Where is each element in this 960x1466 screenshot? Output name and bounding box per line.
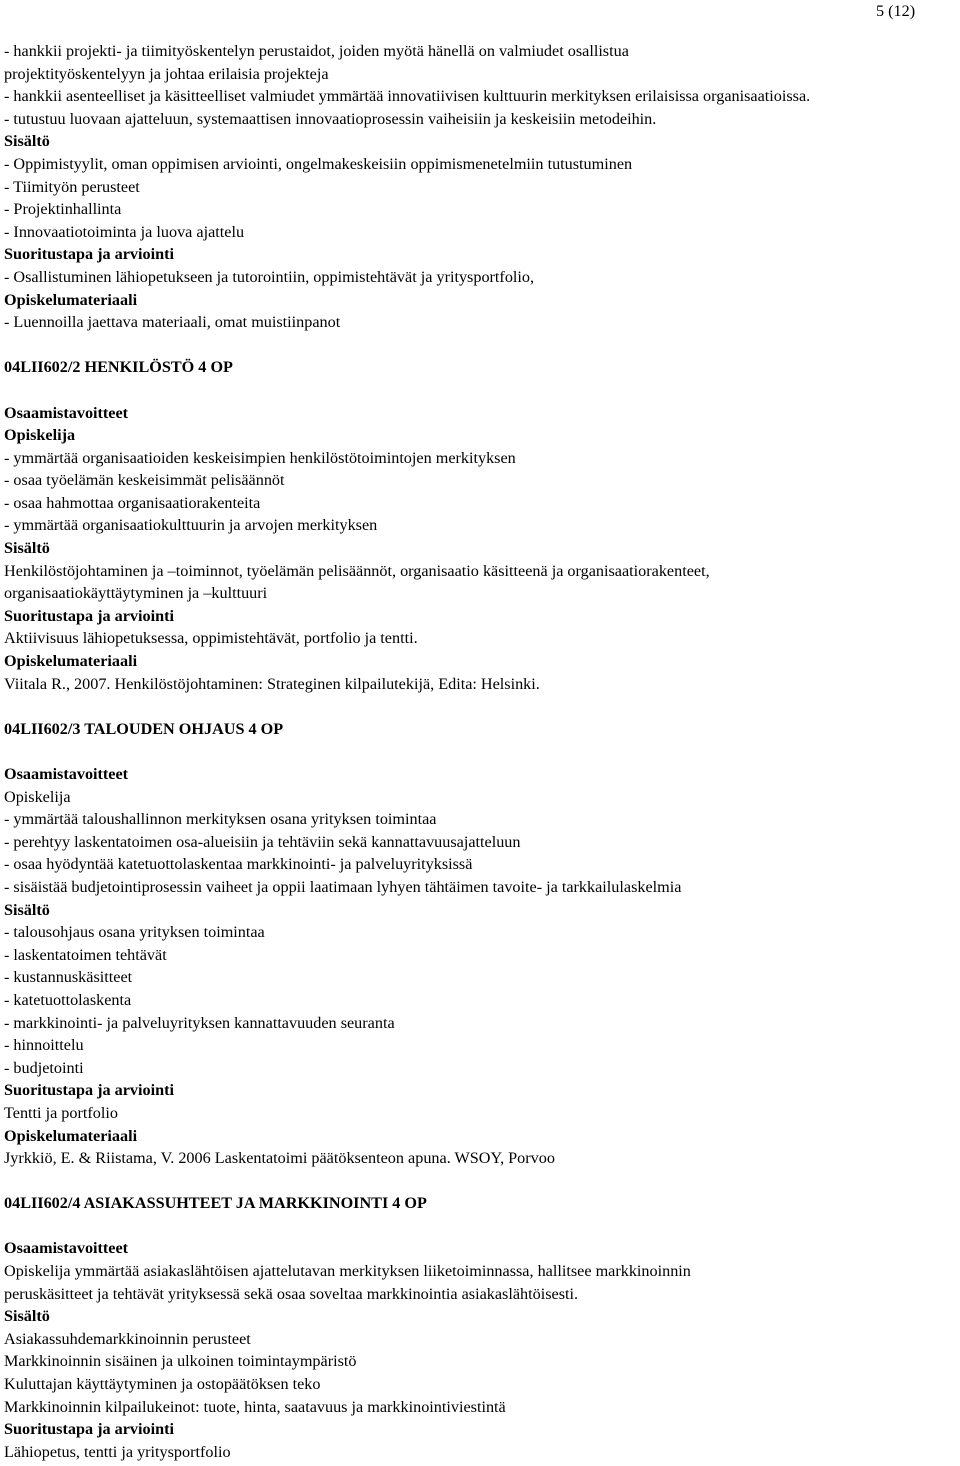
list-item: Asiakassuhdemarkkinoinnin perusteet	[4, 1329, 251, 1348]
list-item: - Tiimityön perusteet	[4, 177, 140, 196]
section-label-sisalto: Sisältö	[4, 1307, 50, 1326]
goal-item: - osaa työelämän keskeisimmät pelisäännöt	[4, 471, 285, 490]
section-label-opiskelija: Opiskelija	[4, 426, 76, 445]
list-item: - budjetointi	[4, 1058, 84, 1077]
section-label-suoritustapa: Suoritustapa ja arviointi	[4, 1420, 174, 1439]
content-line: organisaatiokäyttäytyminen ja –kulttuuri	[4, 584, 268, 603]
list-item: - Projektinhallinta	[4, 200, 122, 219]
section-label-sisalto: Sisältö	[4, 132, 50, 151]
goal-item: - sisäistää budjetointiprosessin vaiheet ja oppii laatimaan lyhyen tähtäimen tavoite- ja tarkkailulaskelmia	[4, 877, 682, 896]
section-label-sisalto: Sisältö	[4, 539, 50, 558]
section-label-suoritustapa: Suoritustapa ja arviointi	[4, 245, 174, 264]
document-body	[4, 40, 948, 1463]
list-item: - hinnoittelu	[4, 1036, 84, 1055]
section-label-osaamistavoitteet: Osaamistavoitteet	[4, 765, 129, 783]
section-label-opiskelumateriaali: Opiskelumateriaali	[4, 290, 138, 309]
section-label-opiskelumateriaali: Opiskelumateriaali	[4, 1126, 138, 1145]
goal-item: - osaa hyödyntää katetuottolaskentaa markkinointi- ja palveluyrityksissä	[4, 855, 473, 874]
list-item: - markkinointi- ja palveluyrityksen kannattavuuden seuranta	[4, 1013, 395, 1032]
list-item: - talousohjaus osana yrityksen toimintaa	[4, 923, 265, 942]
goal-item: - ymmärtää organisaatioiden keskeisimpien henkilöstötoimintojen merkityksen	[4, 448, 516, 467]
suoritustapa-text: - Osallistuminen lähiopetukseen ja tutorointiin, oppimistehtävät ja yritysportfolio,	[4, 267, 535, 286]
opiskelumateriaali-text: Jyrkkiö, E. & Riistama, V. 2006 Laskentatoimi päätöksenteon apuna. WSOY, Porvoo	[4, 1149, 555, 1168]
suoritustapa-text: Lähiopetus, tentti ja yritysportfolio	[4, 1442, 231, 1461]
list-item: - kustannuskäsitteet	[4, 968, 133, 987]
course-henkilosto	[4, 356, 948, 695]
opiskelumateriaali-text: - Luennoilla jaettava materiaali, omat muistiinpanot	[4, 313, 341, 332]
goal-item: - ymmärtää organisaatiokulttuurin ja arvojen merkityksen	[4, 516, 378, 535]
course-title: 04LII602/2 HENKILÖSTÖ 4 OP	[4, 358, 233, 377]
opiskelumateriaali-text: Viitala R., 2007. Henkilöstöjohtaminen: Strateginen kilpailutekijä, Edita: Helsinki.	[4, 674, 540, 693]
list-item: - katetuottolaskenta	[4, 990, 132, 1009]
section-label-opiskelija: Opiskelija	[4, 787, 71, 806]
goal-item: - osaa hahmottaa organisaatiorakenteita	[4, 493, 261, 512]
section-label-osaamistavoitteet: Osaamistavoitteet	[4, 1239, 129, 1258]
intro-line: - hankkii asenteelliset ja käsitteelliset valmiudet ymmärtää innovatiivisen kulttuurin merkityksen erilaisissa organisaatioissa.	[4, 87, 811, 106]
course-talouden-ohjaus	[4, 718, 948, 1170]
suoritustapa-text: Aktiivisuus lähiopetuksessa, oppimistehtävät, portfolio ja tentti.	[4, 629, 418, 648]
suoritustapa-text: Tentti ja portfolio	[4, 1103, 118, 1122]
list-item: Kuluttajan käyttäytyminen ja ostopäätöksen teko	[4, 1375, 321, 1394]
intro-section	[4, 40, 948, 334]
section-label-osaamistavoitteet: Osaamistavoitteet	[4, 403, 129, 422]
course-title: 04LII602/3 TALOUDEN OHJAUS 4 OP	[4, 719, 284, 738]
goal-item: - perehtyy laskentatoimen osa-alueisiin ja tehtäviin sekä kannattavuusajatteluun	[4, 832, 521, 851]
course-asiakassuhteet	[4, 1192, 948, 1463]
page-number: 5 (12)	[876, 2, 916, 20]
content-line: Henkilöstöjohtaminen ja –toiminnot, työelämän pelisäännöt, organisaatio käsitteenä ja organisaatiorakenteet,	[4, 561, 710, 580]
intro-line: projektityöskentelyyn ja johtaa erilaisia projekteja	[4, 64, 329, 83]
list-item: - laskentatoimen tehtävät	[4, 945, 167, 964]
section-label-suoritustapa: Suoritustapa ja arviointi	[4, 606, 174, 625]
intro-line: - tutustuu luovaan ajatteluun, systemaattisen innovaatioprosessin vaiheisiin ja keskeisiin metodeihin.	[4, 109, 657, 128]
list-item: - Innovaatiotoiminta ja luova ajattelu	[4, 222, 245, 241]
course-title: 04LII602/4 ASIAKASSUHTEET JA MARKKINOINTI 4 OP	[4, 1194, 427, 1213]
section-label-sisalto: Sisältö	[4, 900, 50, 919]
goal-item: - ymmärtää taloushallinnon merkityksen osana yrityksen toimintaa	[4, 810, 437, 829]
list-item: - Oppimistyylit, oman oppimisen arviointi, ongelmakeskeisiin oppimismenetelmiin tutustuminen	[4, 154, 633, 173]
list-item: Markkinoinnin kilpailukeinot: tuote, hinta, saatavuus ja markkinointiviestintä	[4, 1397, 506, 1416]
intro-line: - hankkii projekti- ja tiimityöskentelyn perustaidot, joiden myötä hänellä on valmiudet osallistua	[4, 42, 629, 60]
section-label-suoritustapa: Suoritustapa ja arviointi	[4, 1081, 174, 1100]
section-label-opiskelumateriaali: Opiskelumateriaali	[4, 652, 138, 671]
goal-text: peruskäsitteet ja tehtävät yrityksessä sekä osaa soveltaa markkinointia asiakaslähtöisesti.	[4, 1284, 579, 1303]
goal-text: Opiskelija ymmärtää asiakaslähtöisen ajattelutavan merkityksen liiketoiminnassa, hallitsee markkinoinnin	[4, 1262, 691, 1281]
list-item: Markkinoinnin sisäinen ja ulkoinen toimintaympäristö	[4, 1352, 357, 1371]
